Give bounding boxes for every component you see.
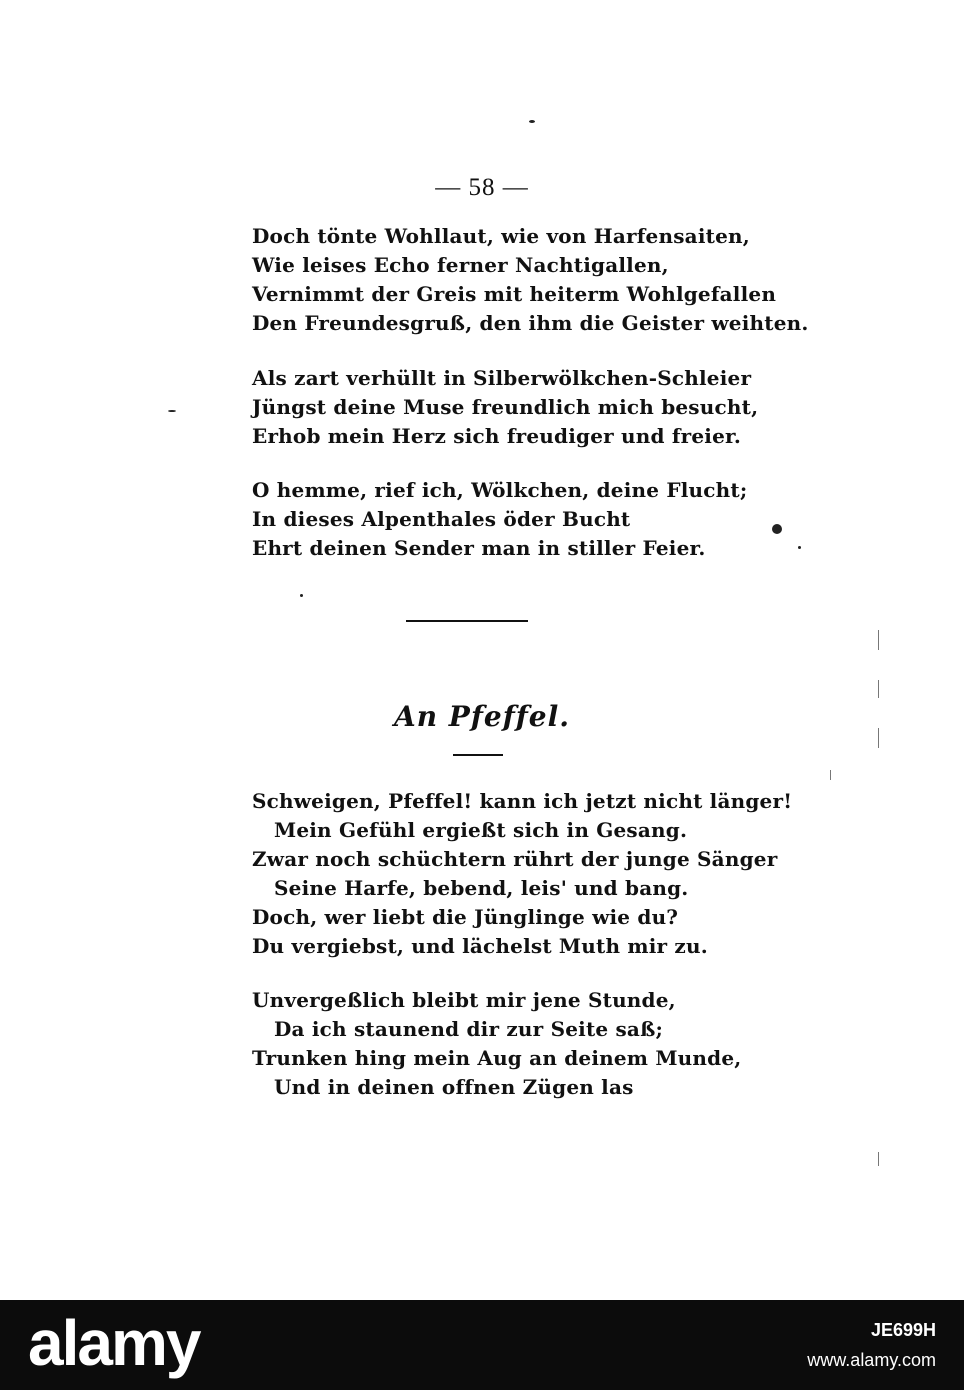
stanza-2 xyxy=(252,364,758,451)
verse-line: Und in deinen offnen Zügen las xyxy=(274,1075,634,1099)
verse-line: Seine Harfe, bebend, leis' und bang. xyxy=(274,876,689,900)
verse-line: Den Freundesgruß, den ihm die Geister weihten. xyxy=(252,311,809,335)
scan-mark xyxy=(830,770,831,780)
verse-line: Da ich staunend dir zur Seite saß; xyxy=(274,1017,664,1041)
watermark-image-id: JE699H xyxy=(870,1320,936,1340)
scan-mark xyxy=(878,630,879,650)
verse-line: Schweigen, Pfeffel! kann ich jetzt nicht länger! xyxy=(252,789,793,813)
verse-line: Als zart verhüllt in Silberwölkchen-Schleier xyxy=(252,366,752,390)
poem-stanza-1 xyxy=(252,787,792,961)
verse-line: Jüngst deine Muse freundlich mich besucht, xyxy=(252,395,759,419)
scan-speck xyxy=(529,120,535,123)
section-divider xyxy=(406,620,528,622)
title-underline xyxy=(453,754,503,756)
verse-line: Ehrt deinen Sender man in stiller Feier. xyxy=(252,536,706,560)
scan-mark xyxy=(878,728,879,748)
verse-line: Doch tönte Wohllaut, wie von Harfensaiten, xyxy=(252,224,750,248)
poem-stanza-2 xyxy=(252,986,741,1102)
scan-speck xyxy=(772,524,782,534)
scan-mark xyxy=(878,680,879,698)
verse-line: Vernimmt der Greis mit heiterm Wohlgefallen xyxy=(252,282,777,306)
verse-line: Mein Gefühl ergießt sich in Gesang. xyxy=(274,818,688,842)
scan-mark xyxy=(878,1152,879,1166)
watermark-site: www.alamy.com xyxy=(807,1350,936,1370)
watermark-logo: alamy xyxy=(28,1307,200,1379)
stanza-1 xyxy=(252,222,809,338)
verse-line: In dieses Alpenthales öder Bucht xyxy=(252,507,631,531)
verse-line: Trunken hing mein Aug an deinem Munde, xyxy=(252,1046,742,1070)
verse-line: O hemme, rief ich, Wölkchen, deine Flucht; xyxy=(252,478,748,502)
verse-line: Doch, wer liebt die Jünglinge wie du? xyxy=(252,905,679,929)
page-number: — 58 — xyxy=(435,174,529,201)
verse-line: Du vergiebst, und lächelst Muth mir zu. xyxy=(252,934,708,958)
verse-line: Unvergeßlich bleibt mir jene Stunde, xyxy=(252,988,676,1012)
verse-line: Erhob mein Herz sich freudiger und freier. xyxy=(252,424,742,448)
verse-line: Zwar noch schüchtern rührt der junge Sänger xyxy=(252,847,778,871)
poem-title: An Pfeffel. xyxy=(393,700,571,733)
verse-line: Wie leises Echo ferner Nachtigallen, xyxy=(252,253,669,277)
scan-speck xyxy=(300,594,303,597)
stanza-3 xyxy=(252,476,747,563)
scan-speck xyxy=(168,410,176,412)
scan-speck xyxy=(798,546,801,549)
